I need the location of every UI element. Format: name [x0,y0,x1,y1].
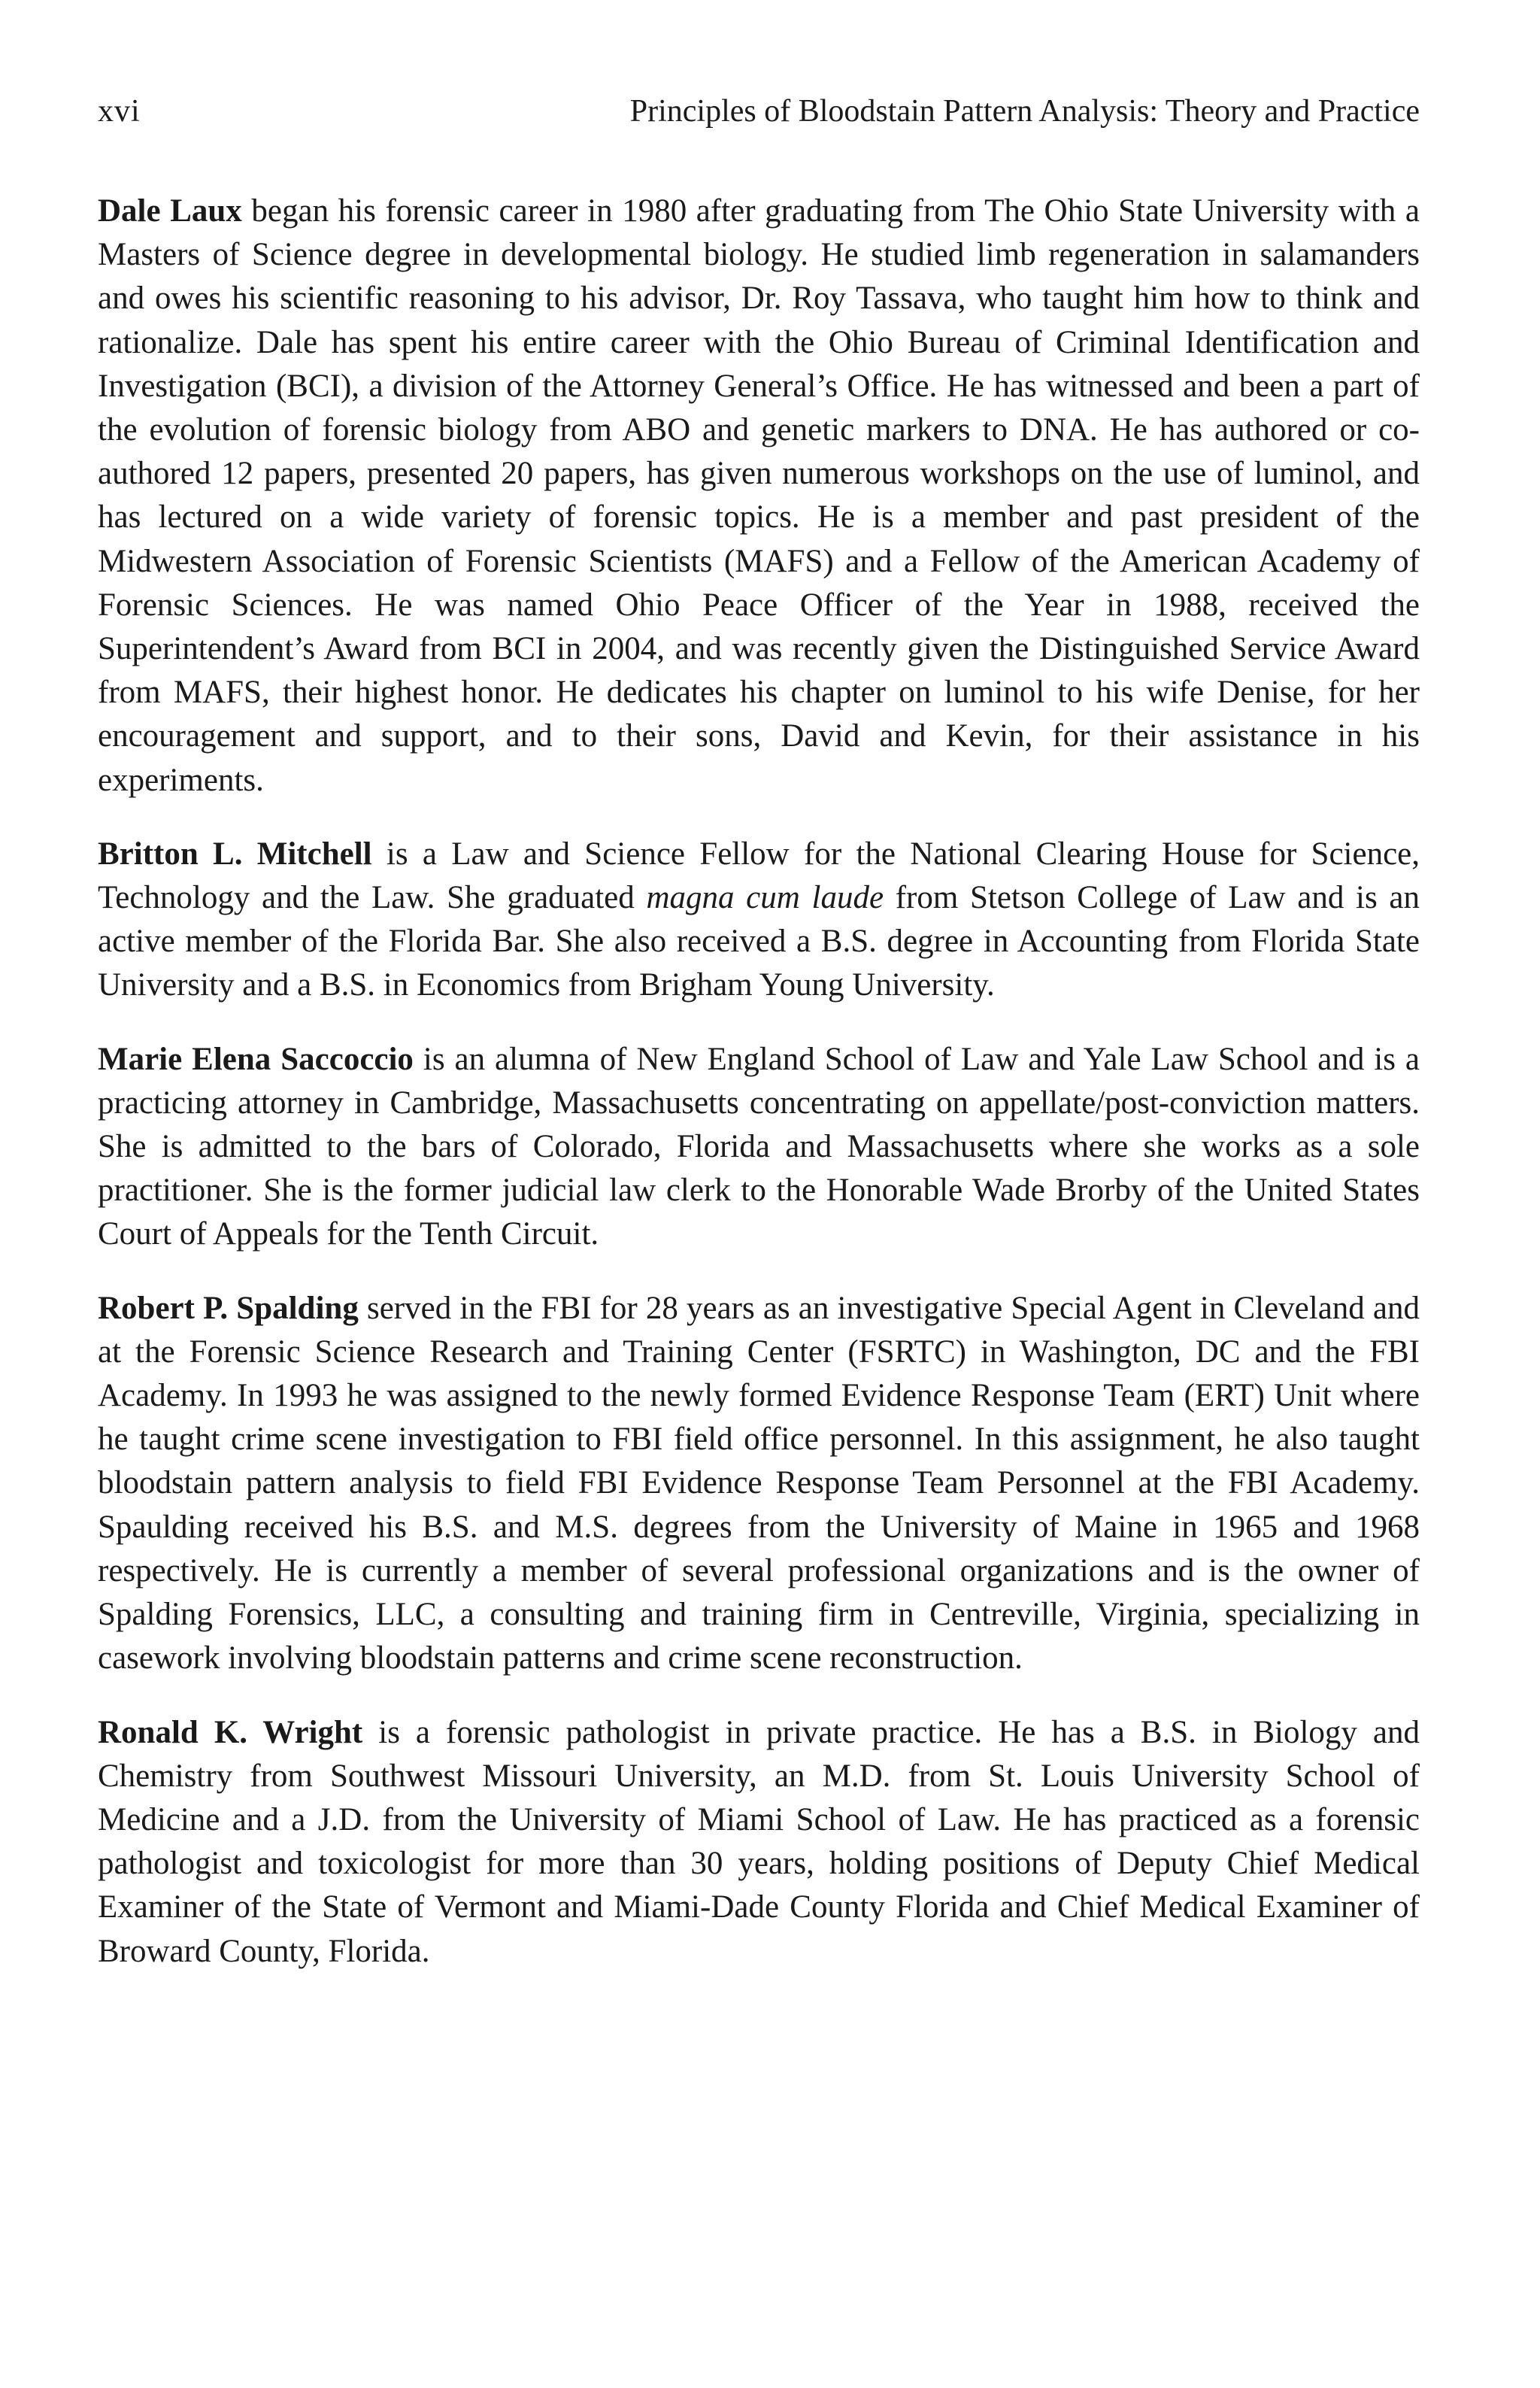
book-page [98,0,1420,2388]
bio-name: Britton L. Mitchell [98,836,372,872]
bio-name: Dale Laux [98,193,242,229]
bio-marie-saccoccio [98,1038,1420,1257]
bio-robert-spalding [98,1287,1420,1681]
bio-text: is a forensic pathologist in private practice. He has a B.S. in Biology and Chemistry from Southwest Missouri University, an M.D. from St. Louis University School of Medicine and a J.D. from the University of Miami School of Law. He has practiced as a forensic pathologist and toxicologist for more than 30 years, holding positions of Deputy Chief Medical Examiner of the State of Vermont and Miami-Dade County Florida and Chief Medical Examiner of Broward County, Florida. [98,1714,1420,1969]
bio-text: served in the FBI for 28 years as an investigative Special Agent in Cleveland and at the Forensic Science Research and Training Center (FSRTC) in Washington, DC and the FBI Academy. In 1993 he was assigned to the newly formed Evidence Response Team (ERT) Unit where he taught crime scene investigation to FBI field office personnel. In this assignment, he also taught bloodstain pattern analysis to field FBI Evidence Response Team Personnel at the FBI Academy. Spaulding received his B.S. and M.S. degrees from the University of Maine in 1965 and 1968 respectively. He is currently a member of several professional organizations and is the owner of Spalding Forensics, LLC, a consulting and training firm in Centreville, Virginia, specializing in casework involving bloodstain patterns and crime scene reconstruction. [98,1290,1420,1676]
running-header [98,89,1420,134]
contributor-bios [98,190,1420,2004]
bio-text: from Stetson College of Law and is an active member of the Florida Bar. She also received a B.S. degree in Accounting from Florida State University and a B.S. in Economics from Brigham Young University. [98,880,1420,1003]
bio-text: began his forensic career in 1980 after graduating from The Ohio State University with a Masters of Science degree in developmental biology. He studied limb regeneration in salamanders and owes his scientific reasoning to his advisor, Dr. Roy Tassava, who taught him how to think and rationalize. Dale has spent his entire career with the Ohio Bureau of Criminal Identification and Investigation (BCI), a division of the Attorney General’s Office. He has witnessed and been a part of the evolution of forensic biology from ABO and genetic markers to DNA. He has authored or co-authored 12 papers, presented 20 papers, has given numerous workshops on the use of luminol, and has lectured on a wide variety of forensic topics. He is a member and past president of the Midwestern Association of Forensic Scientists (MAFS) and a Fellow of the American Academy of Forensic Sciences. He was named Ohio Peace Officer of the Year in 1988, received the Superintendent’s Award from BCI in 2004, and was recently given the Distinguished Service Award from MAFS, their highest honor. He dedicates his chapter on luminol to his wife Denise, for her encouragement and support, and to their sons, David and Kevin, for their assistance in his experiments. [98,193,1420,798]
bio-text: is an alumna of New England School of Law and Yale Law School and is a practicing attorney in Cambridge, Massachusetts concentrating on appellate/post-conviction matters. She is admitted to the bars of Colorado, Florida and Massachusetts where she works as a sole practitioner. She is the former judicial law clerk to the Honorable Wade Brorby of the United States Court of Appeals for the Tenth Circuit. [98,1041,1420,1252]
book-title: Principles of Bloodstain Pattern Analysis: Theory and Practice [629,94,1420,129]
bio-name: Marie Elena Saccoccio [98,1041,414,1077]
page-number: xvi [98,94,141,129]
bio-name: Ronald K. Wright [98,1714,363,1750]
bio-britton-mitchell [98,833,1420,1008]
bio-dale-laux [98,190,1420,803]
bio-name: Robert P. Spalding [98,1290,359,1326]
bio-ronald-wright [98,1711,1420,1974]
bio-text-emphasis: magna cum laude [646,880,884,916]
bio-text: is a Law and Science Fellow for the National Clearing House for Science, Technology and the Law. She graduated [98,836,1420,916]
